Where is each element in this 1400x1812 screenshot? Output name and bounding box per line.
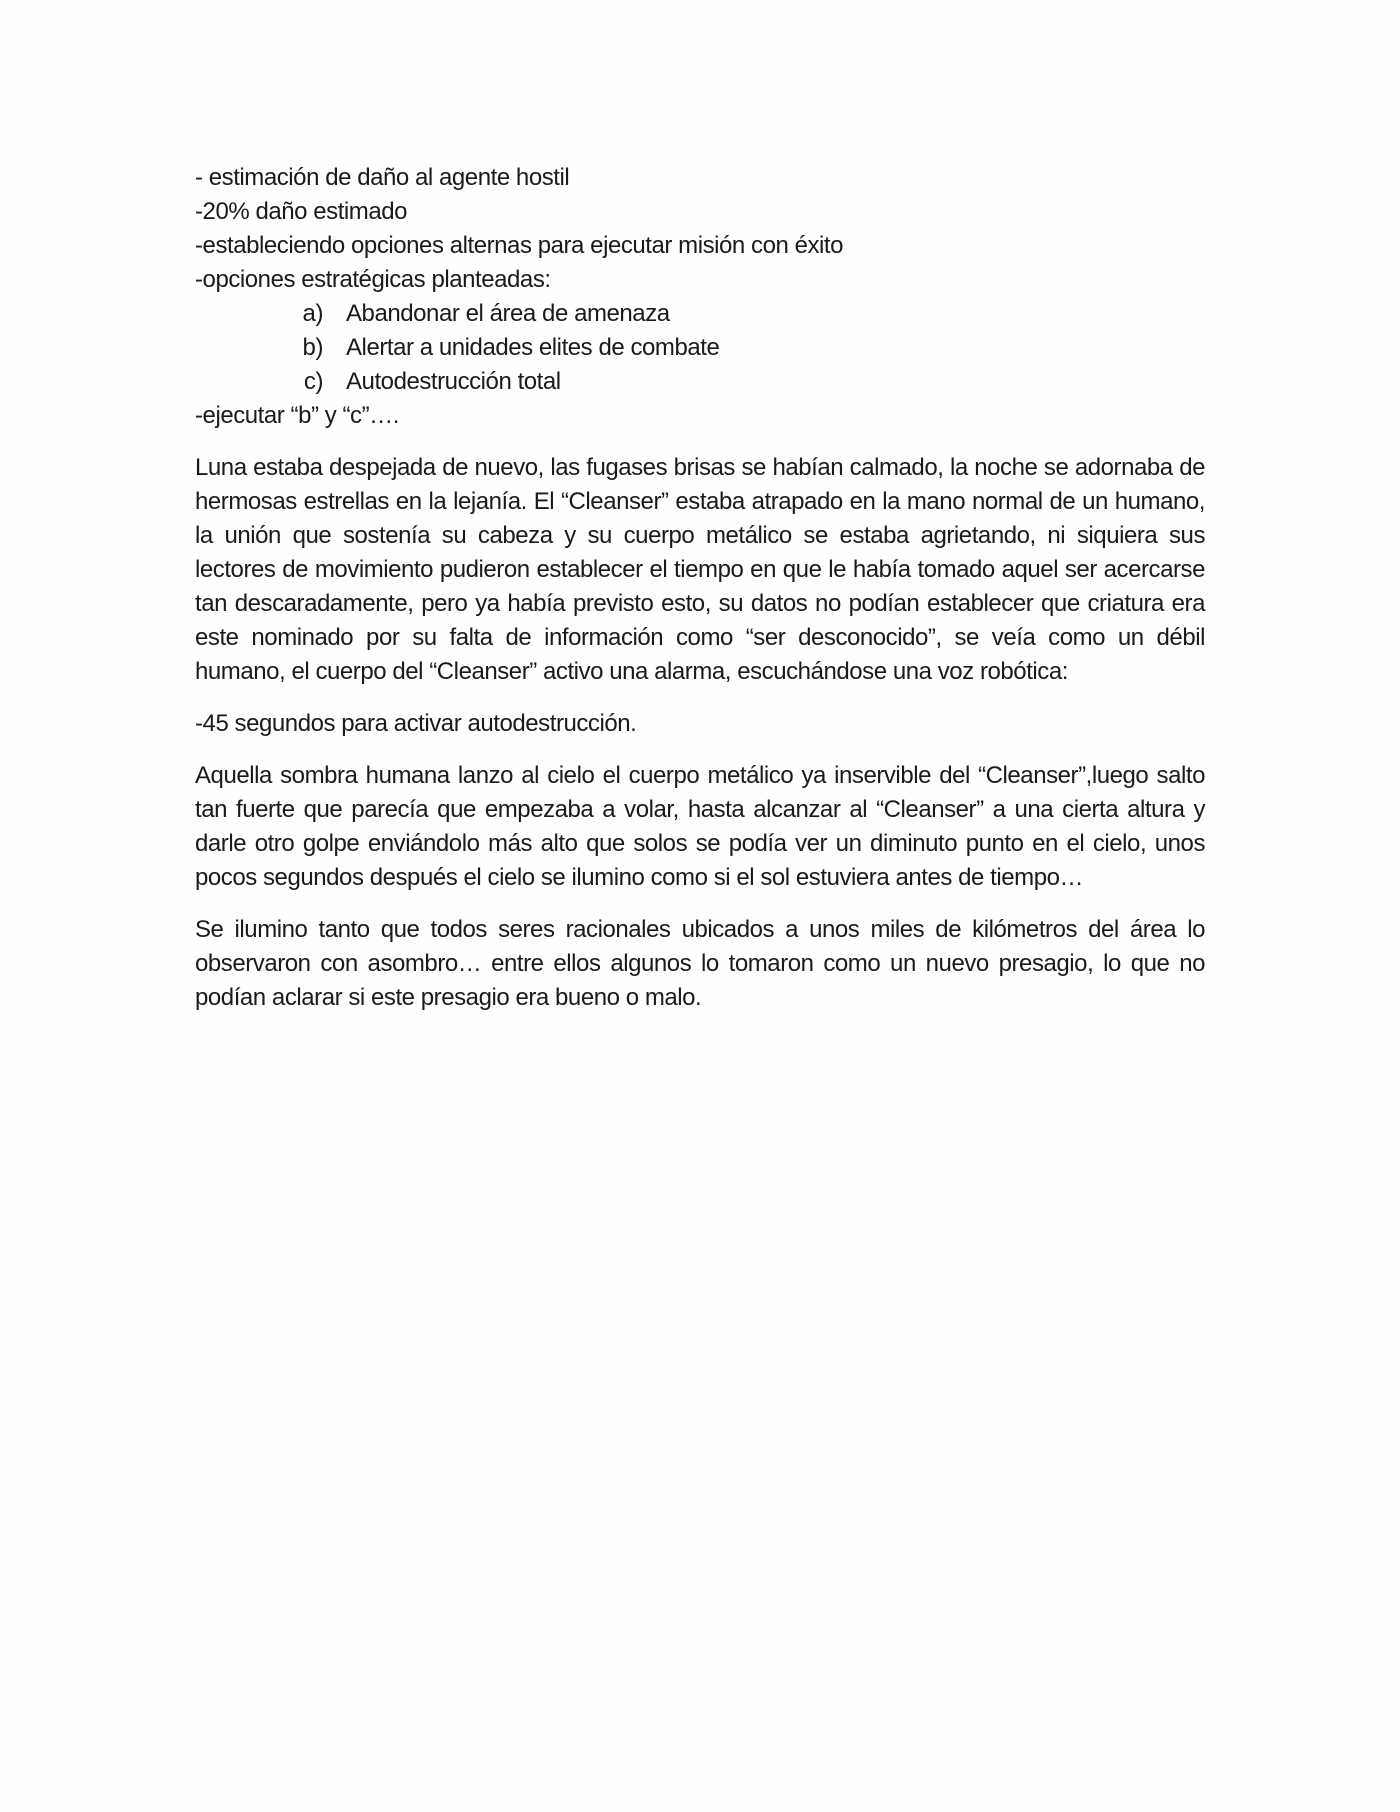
status-line-damage-estimation: - estimación de daño al agente hostil xyxy=(195,164,570,191)
status-line-alternate-options: -estableciendo opciones alternas para ejecutar misión con éxito xyxy=(195,232,844,259)
option-text: Autodestrucción total xyxy=(346,368,561,395)
option-marker: a) xyxy=(302,300,323,327)
document-body xyxy=(195,161,1205,1015)
paragraph-omen: Se ilumino tanto que todos seres racionales ubicados a unos miles de kilómetros del área lo observaron con asombro… entre ellos algunos lo tomaron como un nuevo presagio, lo que no podían aclarar si este presagio era bueno o malo. xyxy=(195,916,1205,1011)
option-marker: c) xyxy=(303,368,323,395)
strategic-options-list xyxy=(195,297,1205,399)
countdown-line: -45 segundos para activar autodestrucción. xyxy=(195,710,637,737)
status-line-strategic-options: -opciones estratégicas planteadas: xyxy=(195,266,551,293)
option-text: Alertar a unidades elites de combate xyxy=(346,334,720,361)
option-item-a xyxy=(195,297,1205,331)
option-text: Abandonar el área de amenaza xyxy=(346,300,670,327)
status-line-damage-percent: -20% daño estimado xyxy=(195,198,408,225)
option-item-b xyxy=(195,331,1205,365)
paragraph-launch: Aquella sombra humana lanzo al cielo el cuerpo metálico ya inservible del “Cleanser”,luego salto tan fuerte que parecía que empezaba a volar, hasta alcanzar al “Cleanser” a una cierta altura y darle otro golpe enviándolo más alto que solos se podía ver un diminuto punto en el cielo, unos pocos segundos después el cielo se ilumino como si el sol estuviera antes de tiempo… xyxy=(195,762,1205,891)
option-marker: b) xyxy=(302,334,323,361)
paragraph-night-scene: Luna estaba despejada de nuevo, las fugases brisas se habían calmado, la noche se adornaba de hermosas estrellas en la lejanía. El “Cleanser” estaba atrapado en la mano normal de un humano, la unión que sostenía su cabeza y su cuerpo metálico se estaba agrietando, ni siquiera sus lectores de movimiento pudieron establecer el tiempo en que le había tomado aquel ser acercarse tan descaradamente, pero ya había previsto esto, su datos no podían establecer que criatura era este nominado por su falta de información como “ser desconocido”, se veía como un débil humano, el cuerpo del “Cleanser” activo una alarma, escuchándose una voz robótica: xyxy=(195,454,1205,685)
option-item-c xyxy=(195,365,1205,399)
execute-line: -ejecutar “b” y “c”…. xyxy=(195,402,399,429)
